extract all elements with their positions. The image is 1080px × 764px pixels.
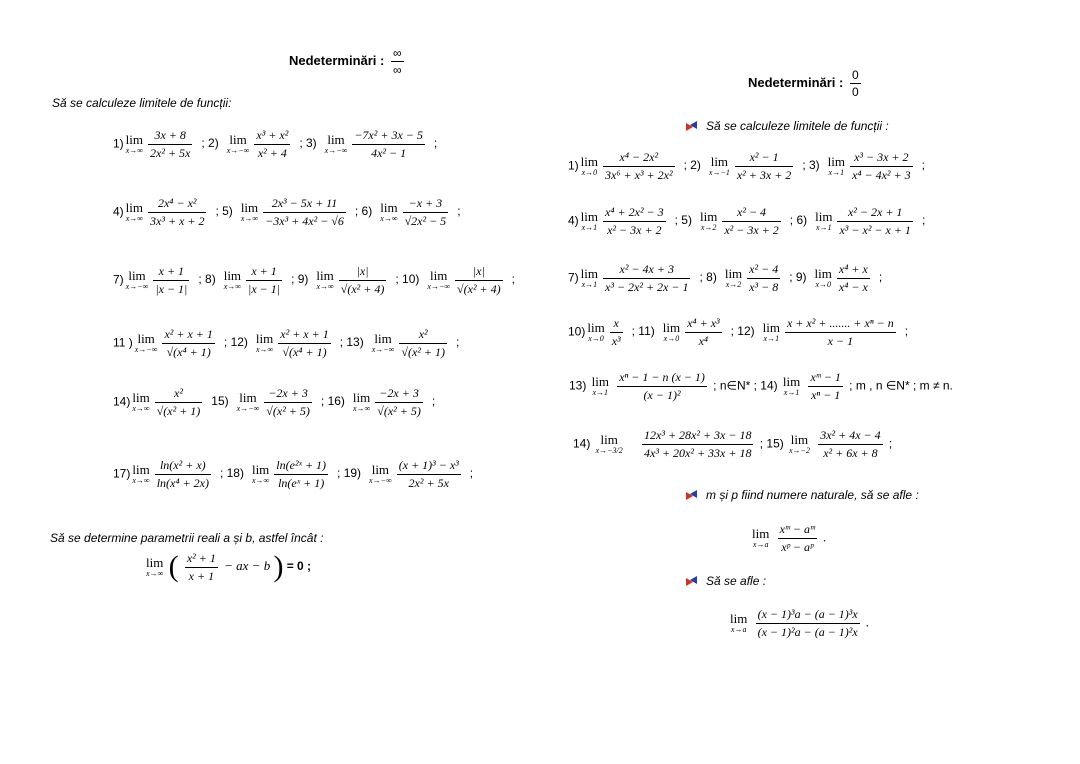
separator: ; bbox=[456, 335, 460, 350]
fraction: $\frac{-2x + 3}{\text{√(x² + 5)}}$ bbox=[377, 386, 421, 418]
separator: ; 19) bbox=[337, 466, 362, 481]
separator: ; 3) bbox=[299, 136, 317, 151]
separator: ; bbox=[433, 136, 438, 151]
limit-operator: lim x→−∞ bbox=[236, 390, 260, 413]
limit-operator: lim x→0 bbox=[580, 154, 599, 177]
separator: ; 12) bbox=[223, 335, 248, 350]
separator: ; 5) bbox=[215, 204, 233, 219]
left-header-label: Nedeterminări : bbox=[289, 52, 385, 68]
right-row-13: 13) lim x→1 $\frac{\text{xⁿ − 1 − n (x − 1)}}{\text{(x − 1)²}}$ ; n∈N* ; 14) lim x→1 $\frac{\text{xᵐ − 1}}{\text{xⁿ − 1}}$ ; m , n ∈N* ; m ≠ n. bbox=[569, 370, 953, 402]
limit-operator: lim x→1 bbox=[762, 320, 780, 343]
exercise-row bbox=[113, 196, 467, 229]
separator: ; 9) bbox=[789, 270, 807, 285]
left-header bbox=[289, 46, 407, 77]
right-instruction: Să se calculeze limitele de funcții : bbox=[686, 119, 889, 133]
separator: ; bbox=[511, 272, 515, 287]
limit-operator: lim x→0 bbox=[814, 266, 832, 289]
limit-operator: lim x→∞ bbox=[125, 200, 144, 223]
fraction: $\frac{-x + 3}{\text{√2x² − 5}}$ bbox=[404, 196, 447, 228]
mp-equation: lim x→a $\frac{\text{xᵐ − aᵐ}}{\text{xᵖ − aᵖ}}$ . bbox=[752, 522, 827, 554]
fraction: $\frac{\text{x²}}{\text{√(x² + 1)}}$ bbox=[156, 386, 201, 418]
separator: ; 2) bbox=[683, 158, 701, 173]
fraction: $\frac{\text{x² + x + 1}}{\text{√(x⁴ + 1)}}$ bbox=[280, 327, 329, 359]
limit-operator: lim x→∞ bbox=[132, 462, 150, 485]
separator: ; bbox=[469, 466, 474, 481]
fraction: $\frac{\text{ln(e²ˣ + 1)}}{\text{ln(eˣ + 1)}}$ bbox=[276, 458, 327, 490]
exercise-number: 17) bbox=[113, 466, 131, 481]
exercise-number: 10) bbox=[568, 324, 586, 339]
exercise-number: 4) bbox=[113, 204, 124, 219]
fraction: $\frac{\text{x³ − 3x + 2}}{\text{x⁴ − 4x² + 3}}$ bbox=[852, 150, 911, 182]
limit-operator: lim x→−∞ bbox=[369, 462, 392, 485]
fraction: $\frac{\text{2x⁴ − x²}}{\text{3x³ + x + 2}}$ bbox=[150, 196, 205, 228]
limit-operator: lim x→−∞ bbox=[226, 132, 250, 155]
limit-operator: lim x→2 bbox=[724, 266, 743, 289]
separator: ; 2) bbox=[201, 136, 219, 151]
fraction: $\frac{\text{x² − 2x + 1}}{\text{x³ − x² − x + 1}}$ bbox=[839, 205, 911, 237]
separator: ; 8) bbox=[198, 272, 216, 287]
separator: ; 9) bbox=[291, 272, 309, 287]
separator: ; 3) bbox=[802, 158, 820, 173]
exercise-number: 1) bbox=[568, 158, 579, 173]
limit-operator: lim x→1 bbox=[827, 154, 845, 177]
mp-instruction: m și p fiind numere naturale, să se afle : bbox=[686, 488, 919, 502]
limit-operator: lim x→−∞ bbox=[125, 268, 149, 291]
separator: ; 16) bbox=[320, 394, 345, 409]
exercise-row bbox=[113, 128, 443, 161]
fraction: $\frac{\text{(x + 1)³ − x³}}{\text{2x² + 5x}}$ bbox=[398, 458, 459, 490]
exercise-row bbox=[113, 458, 479, 491]
exercise-row bbox=[568, 150, 931, 183]
exercise-row bbox=[113, 386, 441, 419]
limit-operator: lim x→∞ bbox=[223, 268, 242, 291]
limit-operator: lim x→−∞ bbox=[371, 331, 395, 354]
exercise-number: 7) bbox=[113, 272, 124, 287]
separator: ; 10) bbox=[395, 272, 420, 287]
fraction: $\frac{3x + 8}{\text{2x² + 5x}}$ bbox=[150, 128, 191, 160]
right-header bbox=[748, 68, 864, 99]
exercise-row bbox=[568, 262, 888, 295]
separator: ; bbox=[921, 213, 926, 228]
limit-operator: lim x→∞ bbox=[380, 200, 398, 223]
limit-operator: lim x→∞ bbox=[352, 390, 371, 413]
limit-operator: lim x→∞ bbox=[251, 462, 270, 485]
fraction: $\frac{x + 1}{|x - 1|}$ bbox=[248, 264, 281, 296]
separator: ; bbox=[921, 158, 925, 173]
fraction: $\frac{\text{x² − 4x + 3}}{\text{x³ − 2x² + 2x − 1}}$ bbox=[605, 262, 689, 294]
fraction: $\frac{\text{x² + x + 1}}{\text{√(x⁴ + 1)}}$ bbox=[164, 327, 213, 359]
fraction: $\frac{\text{x²}}{\text{√(x² + 1)}}$ bbox=[401, 327, 445, 359]
right-row-14: 14) lim x→−3/2 $\frac{\text{12x³ + 28x² + 3x − 18}}{\text{4x³ + 20x² + 33x + 18}}$ ; 15) lim x→−2 $\frac{\text{3x² + 4x − 4}}{\text{x² + 6x + 8}}$ ; bbox=[573, 428, 893, 460]
fraction: $\frac{\text{x⁴ + 2x² − 3}}{\text{x² − 3x + 2}}$ bbox=[605, 205, 664, 237]
fraction: $\frac{x}{\text{x³}}$ bbox=[611, 316, 621, 348]
exercise-row bbox=[113, 327, 465, 360]
limit-operator: lim x→−∞ bbox=[427, 268, 451, 291]
limit-operator: lim x→−1 bbox=[708, 154, 730, 177]
separator: ; 8) bbox=[699, 270, 717, 285]
limit-operator: lim x→1 bbox=[580, 266, 599, 289]
fraction: $\frac{|x|}{\text{√(x² + 4)}}$ bbox=[340, 264, 385, 296]
exercise-number: 4) bbox=[568, 213, 579, 228]
exercise-number: 14) bbox=[113, 394, 131, 409]
fraction: $\frac{\text{x² − 1}}{\text{x² + 3x + 2}}$ bbox=[736, 150, 792, 182]
limit-operator: lim x→0 bbox=[587, 320, 605, 343]
exercise-number: 7) bbox=[568, 270, 579, 285]
separator: ; 5) bbox=[674, 213, 692, 228]
param-instruction: Să se determine parametrii reali a și b, astfel încât : bbox=[50, 531, 324, 545]
afle-instruction: Să se afle : bbox=[686, 574, 766, 588]
separator: ; 13) bbox=[339, 335, 364, 350]
fraction: $\frac{\text{x⁴ + x}}{\text{x⁴ − x}}$ bbox=[838, 262, 868, 294]
separator: ; bbox=[878, 270, 883, 285]
exercise-row bbox=[568, 205, 931, 238]
left-header-fraction: $\frac{\infty}{\infty}$ bbox=[393, 46, 402, 77]
separator: ; 6) bbox=[789, 213, 808, 228]
fraction: $\frac{\text{x⁴ − 2x²}}{\text{3x⁶ + x³ + 2x²}}$ bbox=[605, 150, 673, 182]
separator: ; bbox=[431, 394, 436, 409]
exercise-row bbox=[568, 316, 914, 349]
limit-operator: lim x→∞ bbox=[132, 390, 150, 413]
arrow-bullet-icon bbox=[686, 575, 698, 586]
limit-operator: lim x→−∞ bbox=[134, 331, 158, 354]
fraction: $\frac{\text{x² − 4}}{\text{x³ − 8}}$ bbox=[749, 262, 779, 294]
arrow-bullet-icon bbox=[686, 120, 698, 131]
separator: ; 12) bbox=[730, 324, 755, 339]
fraction: $\frac{\text{2x³ − 5x + 11}}{\text{−3x³ + 4x² − √6}}$ bbox=[265, 196, 344, 228]
exercise-row bbox=[113, 264, 521, 297]
limit-operator: lim x→1 bbox=[815, 209, 833, 232]
limit-operator: lim x→∞ bbox=[240, 200, 259, 223]
limit-operator: lim x→0 bbox=[662, 320, 681, 343]
limit-operator: lim x→∞ bbox=[316, 268, 334, 291]
arrow-bullet-icon bbox=[686, 489, 698, 500]
right-header-fraction: $\frac{0}{0}$ bbox=[852, 68, 859, 99]
fraction: $\frac{\text{ln(x² + x)}}{\text{ln(x⁴ + 2x)}}$ bbox=[156, 458, 209, 490]
separator: ; bbox=[904, 324, 909, 339]
limit-operator: lim x→2 bbox=[699, 209, 718, 232]
limit-operator: lim x→1 bbox=[580, 209, 599, 232]
limit-operator: lim x→−∞ bbox=[324, 132, 348, 155]
separator: ; 18) bbox=[219, 466, 244, 481]
fraction: $\frac{\text{x² − 4}}{\text{x² − 3x + 2}}$ bbox=[724, 205, 779, 237]
fraction: $\frac{-2x + 3}{\text{√(x² + 5)}}$ bbox=[266, 386, 310, 418]
separator: ; 6) bbox=[354, 204, 373, 219]
fraction: $\frac{\text{−7x² + 3x − 5}}{\text{4x² − 1}}$ bbox=[354, 128, 423, 160]
separator: 15) bbox=[211, 394, 229, 409]
right-header-label: Nedeterminări : bbox=[748, 74, 844, 90]
left-instruction: Să se calculeze limitele de funcții: bbox=[52, 96, 232, 110]
exercise-number: 11 ) bbox=[113, 335, 133, 350]
limit-operator: lim x→∞ bbox=[255, 331, 274, 354]
fraction: $\frac{|x|}{\text{√(x² + 4)}}$ bbox=[457, 264, 501, 296]
fraction: $\frac{\text{x³ + x²}}{\text{x² + 4}}$ bbox=[256, 128, 289, 160]
fraction: $\frac{x + 1}{|x - 1|}$ bbox=[155, 264, 188, 296]
exercise-number: 1) bbox=[113, 136, 124, 151]
afle-equation: lim x→a $\frac{\text{(x − 1)³a − (a − 1)³x}}{\text{(x − 1)²a − (a − 1)²x}}$ . bbox=[730, 607, 870, 639]
fraction: $\frac{\text{x + x² + ....... + xⁿ − n}}{x - 1}$ bbox=[786, 316, 894, 348]
param-equation: lim x→∞ ( $\frac{\text{x² + 1}}{x + 1}$ − ax − b ) = 0 ; bbox=[146, 550, 312, 583]
limit-operator: lim x→∞ bbox=[125, 132, 144, 155]
fraction: $\frac{\text{x⁴ + x³}}{\text{x⁴}}$ bbox=[687, 316, 720, 348]
separator: ; bbox=[457, 204, 461, 219]
separator: ; 11) bbox=[631, 324, 655, 339]
